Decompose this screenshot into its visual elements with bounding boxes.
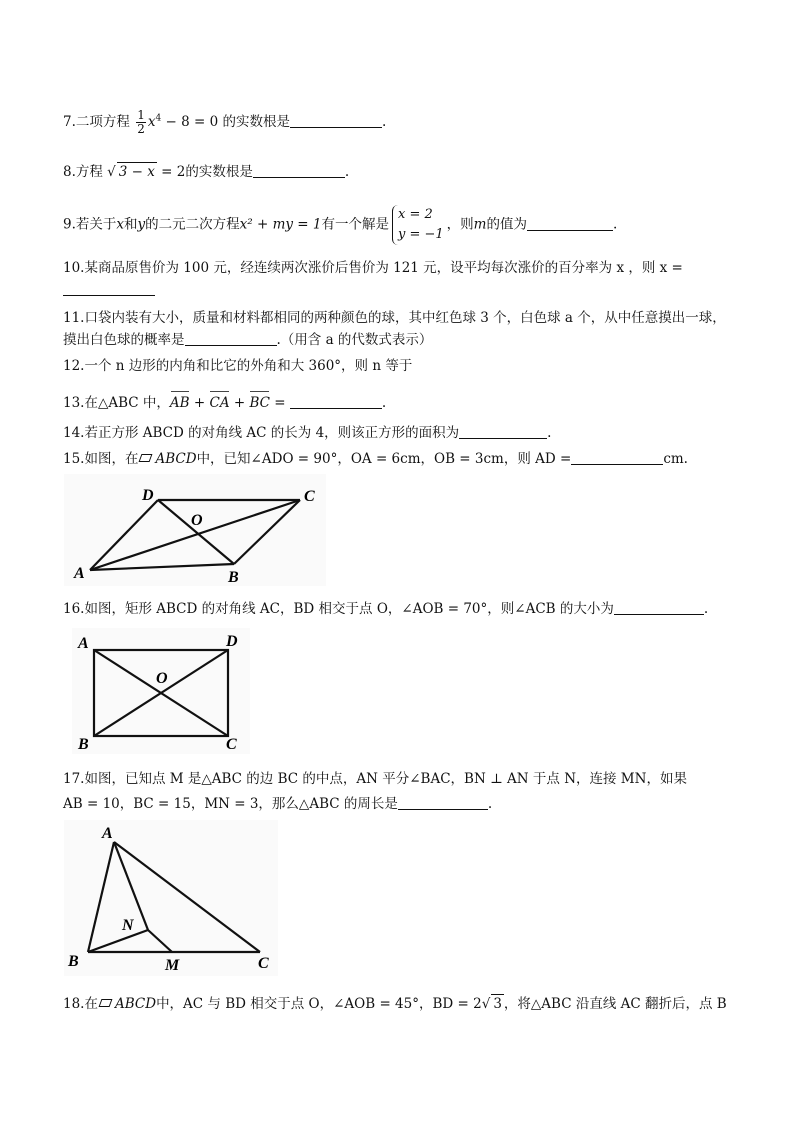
label-D: D (142, 487, 154, 504)
question-9: 9.若关于x和y的二元二次方程x² + my = 1有一个解是 x = 2 y = −1 ，则m的值为 . (63, 205, 617, 245)
question-18: 18.在 ABCD中，AC 与 BD 相交于点 O，∠AOB = 45°，BD = 2√ 3 ，将△ABC 沿直线 AC 翻折后，点 B (63, 996, 727, 1012)
label-O: O (191, 512, 203, 529)
label-O: O (156, 670, 168, 687)
answer-line-10 (63, 281, 155, 299)
label-A: A (78, 635, 89, 652)
parallelogram-icon (139, 454, 153, 462)
label-C: C (226, 736, 237, 753)
label-M: M (165, 957, 180, 974)
answer-blank-11[interactable] (185, 331, 277, 346)
label-B: B (68, 953, 79, 970)
label-B: B (228, 569, 239, 586)
question-8: 8.方程 √ 3 − x = 2的实数根是 . (63, 164, 350, 180)
answer-blank-16[interactable] (614, 600, 704, 615)
question-11-line1: 11.口袋内装有大小，质量和材料都相同的两种颜色的球，其中红色球 3 个，白色球 a 个，从中任意摸出一球， (63, 310, 726, 326)
label-D: D (226, 633, 238, 650)
question-17-line2: AB = 10，BC = 15，MN = 3，那么△ABC 的周长是 . (63, 796, 493, 812)
label-A: A (102, 825, 113, 842)
question-16: 16.如图，矩形 ABCD 的对角线 AC，BD 相交于点 O，∠AOB = 70°，则∠ACB 的大小为 . (63, 601, 709, 617)
parallelogram-icon (99, 999, 113, 1007)
question-17-line1: 17.如图，已知点 M 是△ABC 的边 BC 的中点，AN 平分∠BAC，BN ⊥ AN 于点 N，连接 MN，如果 (63, 771, 687, 787)
figure-17-triangle (64, 820, 278, 976)
label-C: C (258, 955, 269, 972)
label-C: C (304, 488, 315, 505)
figure-15-parallelogram (64, 474, 326, 586)
answer-blank-9[interactable] (527, 216, 613, 231)
label-B: B (78, 736, 89, 753)
question-11-line2: 摸出白色球的概率是 .（用含 a 的代数式表示） (63, 332, 433, 348)
question-10: 10.某商品原售价为 100 元，经连续两次涨价后售价为 121 元，设平均每次涨价的百分率为 x ，则 x = (63, 260, 683, 276)
fraction-one-half: $\frac{1}{2}$ (137, 108, 145, 136)
answer-blank-10[interactable] (63, 281, 155, 296)
question-7: 7.二项方程 $\frac{1}{2}$ $x^4 - 8 = 0$ 的实数根是 . (63, 108, 387, 136)
equation-system: x = 2 y = −1 (392, 205, 444, 245)
figure-16-rectangle (72, 628, 250, 754)
answer-blank-8[interactable] (253, 163, 345, 178)
answer-blank-14[interactable] (459, 424, 547, 439)
question-13: 13.在△ABC 中，AB + CA + BC = . (63, 395, 387, 411)
answer-blank-17[interactable] (398, 795, 488, 810)
label-N: N (122, 917, 134, 934)
answer-blank-13[interactable] (290, 394, 382, 409)
answer-blank-15[interactable] (571, 450, 663, 465)
question-14: 14.若正方形 ABCD 的对角线 AC 的长为 4，则该正方形的面积为 . (63, 425, 552, 441)
label-A: A (74, 565, 85, 582)
answer-blank-7[interactable] (290, 113, 382, 128)
question-12: 12.一个 n 边形的内角和比它的外角和大 360°，则 n 等于 (63, 358, 413, 374)
question-15: 15.如图，在 ABCD中，已知∠ADO = 90°，OA = 6cm，OB = 3cm，则 AD = cm. (63, 451, 688, 467)
